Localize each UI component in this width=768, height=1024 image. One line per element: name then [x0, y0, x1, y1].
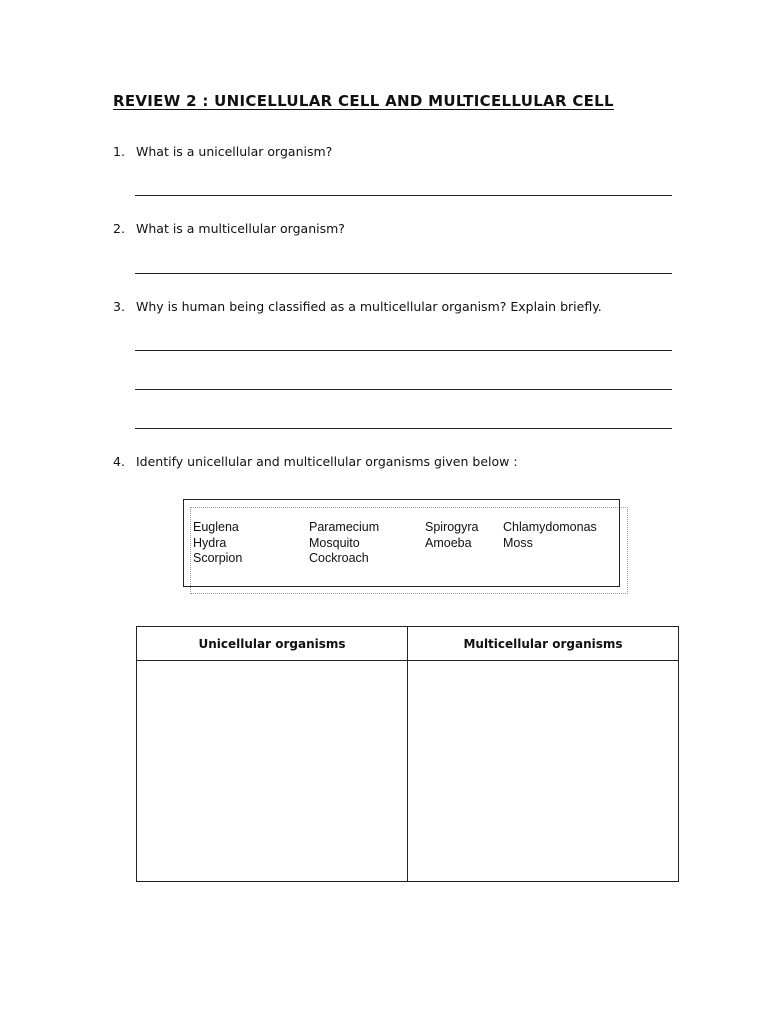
organism-item: Scorpion	[193, 551, 243, 565]
organism-list-box	[183, 499, 620, 587]
answer-line[interactable]	[135, 428, 672, 429]
organism-item: Chlamydomonas	[503, 520, 597, 534]
question-text: Identify unicellular and multicellular organisms given below :	[136, 454, 518, 469]
organism-item: Moss	[503, 536, 533, 550]
organism-item: Paramecium	[309, 520, 380, 534]
worksheet-title: REVIEW 2 : UNICELLULAR CELL AND MULTICELLULAR CELL	[113, 92, 614, 110]
question-2	[113, 221, 345, 236]
answer-line[interactable]	[135, 273, 672, 274]
question-3	[113, 299, 602, 314]
answer-line[interactable]	[135, 195, 672, 196]
question-4	[113, 454, 518, 469]
organism-item: Cockroach	[309, 551, 369, 565]
question-1	[113, 144, 332, 159]
organism-item: Spirogyra	[425, 520, 479, 534]
table-header-row	[137, 627, 679, 661]
organism-item: Hydra	[193, 536, 227, 550]
question-number: 1.	[113, 144, 125, 159]
multicellular-answer-cell[interactable]	[408, 661, 679, 882]
classification-table	[136, 626, 679, 882]
organism-item: Euglena	[193, 520, 239, 534]
question-text: What is a multicellular organism?	[136, 221, 345, 236]
organism-item: Amoeba	[425, 536, 472, 550]
table-answer-row	[137, 661, 679, 882]
unicellular-answer-cell[interactable]	[137, 661, 408, 882]
question-number: 3.	[113, 299, 125, 314]
organism-item: Mosquito	[309, 536, 360, 550]
question-number: 4.	[113, 454, 125, 469]
unicellular-header: Unicellular organisms	[137, 627, 408, 661]
question-text: What is a unicellular organism?	[136, 144, 333, 159]
answer-line[interactable]	[135, 389, 672, 390]
question-text: Why is human being classified as a multicellular organism? Explain briefly.	[136, 299, 602, 314]
answer-line[interactable]	[135, 350, 672, 351]
multicellular-header: Multicellular organisms	[408, 627, 679, 661]
question-number: 2.	[113, 221, 125, 236]
